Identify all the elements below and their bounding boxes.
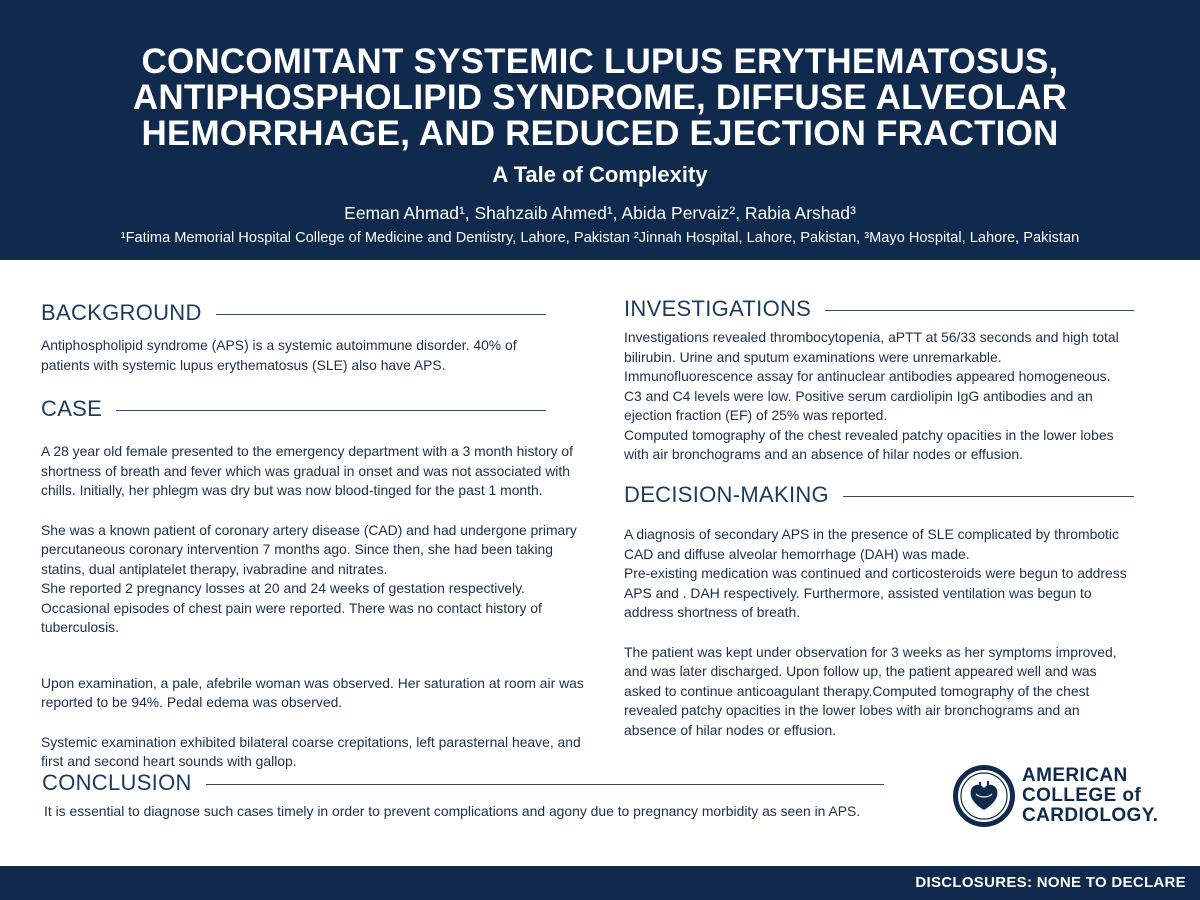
text-line: absence of hilar nodes or effusion.	[624, 721, 837, 738]
investigations-heading	[624, 296, 1134, 322]
title-line: HEMORRHAGE, AND REDUCED EJECTION FRACTION	[141, 114, 1059, 153]
text-line: chills. Initially, her phlegm was dry but was now blood-tinged for the past 1 month.	[41, 482, 543, 498]
text-line: Upon examination, a pale, afebrile woman was observed. Her saturation at room air was	[41, 674, 584, 691]
heading-rule	[206, 784, 884, 785]
background-section	[41, 300, 546, 375]
text-line: Investigations revealed thrombocytopenia, aPTT at 56/33 seconds and high total	[624, 329, 1119, 345]
case-paragraph	[41, 442, 606, 501]
text-line: She was a known patient of coronary artery disease (CAD) and had undergone primary	[41, 521, 577, 538]
text-line: Computed tomography of the chest revealed patchy opacities in the lower lobes	[624, 426, 1114, 443]
heading-rule	[843, 496, 1134, 497]
disclosures-text: DISCLOSURES: NONE TO DECLARE	[915, 874, 1186, 891]
poster-subtitle: A Tale of Complexity	[492, 162, 708, 187]
text-line: She reported 2 pregnancy losses at 20 and 24 weeks of gestation respectively.	[41, 580, 525, 596]
authors-line: Eeman Ahmad¹, Shahzaib Ahmed¹, Abida Pervaiz², Rabia Arshad³	[344, 203, 856, 223]
text-line: C3 and C4 levels were low. Positive serum cardiolipin IgG antibodies and an	[624, 387, 1093, 404]
poster-header	[0, 0, 1200, 260]
decision-paragraph	[624, 525, 1164, 623]
text-line: Pre-existing medication was continued and corticosteroids were begun to address	[624, 565, 1127, 581]
text-line: CAD and diffuse alveolar hemorrhage (DAH) was made.	[624, 545, 970, 562]
text-line: address shortness of breath.	[624, 604, 801, 620]
poster-title	[20, 44, 1180, 152]
background-heading	[41, 300, 546, 326]
section-heading-label: DECISION-MAKING	[624, 482, 829, 507]
text-line: APS and . DAH respectively. Furthermore, assisted ventilation was begun to	[624, 584, 1092, 601]
heading-rule	[825, 310, 1134, 311]
text-line: shortness of breath and fever which was gradual in onset and was not associated with	[41, 462, 570, 479]
case-paragraph	[41, 521, 606, 638]
section-heading-label: BACKGROUND	[41, 300, 202, 325]
text-line: A 28 year old female presented to the emergency department with a 3 month history of	[41, 443, 574, 459]
decision-body	[624, 525, 1164, 740]
case-paragraph	[41, 733, 606, 772]
case-body	[41, 442, 606, 772]
text-line: Systemic examination exhibited bilateral coarse crepitations, left parasternal heave, and	[41, 733, 581, 750]
text-line: Antiphospholipid syndrome (APS) is a systemic autoimmune disorder. 40% of	[41, 337, 517, 353]
text-line: reported to be 94%. Pedal edema was observed.	[41, 694, 343, 710]
acc-logo	[952, 764, 1192, 830]
acc-seal-icon	[952, 764, 1016, 828]
section-heading-label: CONCLUSION	[42, 770, 192, 795]
text-line: tuberculosis.	[41, 619, 119, 635]
text-line: The patient was kept under observation for 3 weeks as her symptoms improved,	[624, 643, 1117, 660]
conclusion-heading	[42, 770, 884, 796]
text-line: patients with systemic lupus erythematosus (SLE) also have APS.	[41, 356, 446, 373]
text-line: statins, dual antiplatelet therapy, ivabradine and nitrates.	[41, 560, 388, 577]
poster-footer	[0, 866, 1200, 900]
text-line: bilirubin. Urine and sputum examinations were unremarkable.	[624, 348, 1002, 365]
logo-line: CARDIOLOGY.	[1022, 805, 1159, 826]
text-line: Immunofluorescence assay for antinuclear antibodies appeared homogeneous.	[624, 368, 1111, 384]
text-line: and was later discharged. Upon follow up, the patient appeared well and was	[624, 663, 1097, 679]
text-line: percutaneous coronary intervention 7 months ago. Since then, she had been taking	[41, 541, 553, 557]
title-line: CONCOMITANT SYSTEMIC LUPUS ERYTHEMATOSUS,	[141, 42, 1059, 81]
decision-section	[624, 482, 1164, 740]
text-line: Occasional episodes of chest pain were reported. There was no contact history of	[41, 599, 542, 616]
text-line: first and second heart sounds with gallop.	[41, 753, 297, 769]
decision-heading	[624, 482, 1134, 508]
heading-rule	[216, 314, 546, 315]
logo-line: AMERICAN	[1022, 765, 1128, 786]
conclusion-section	[42, 770, 922, 822]
affiliations-line: ¹Fatima Memorial Hospital College of Medicine and Dentistry, Lahore, Pakistan ²Jinnah Hospital, Lahore, Pakistan, ³Mayo Hospital, Lahore, Pakistan	[120, 230, 1080, 246]
case-paragraph	[41, 674, 606, 713]
section-heading-label: INVESTIGATIONS	[624, 296, 812, 321]
decision-paragraph	[624, 643, 1164, 741]
case-heading	[41, 396, 546, 422]
logo-line: COLLEGE of	[1022, 785, 1142, 806]
text-line: with air bronchograms and an absence of hilar nodes or effusion.	[624, 446, 1023, 462]
text-line: ejection fraction (EF) of 25% was reported.	[624, 407, 888, 423]
investigations-body	[624, 328, 1149, 465]
investigations-section	[624, 296, 1149, 465]
text-line: A diagnosis of secondary APS in the presence of SLE complicated by thrombotic	[624, 526, 1119, 542]
title-line: ANTIPHOSPHOLIPID SYNDROME, DIFFUSE ALVEOLAR	[132, 78, 1068, 117]
conclusion-body: It is essential to diagnose such cases timely in order to prevent complications and agony due to pregnancy morbidity as seen in APS.	[44, 803, 861, 819]
text-line: asked to continue anticoagulant therapy.Computed tomography of the chest	[624, 682, 1090, 699]
text-line: revealed patchy opacities in the lower lobes with air bronchograms and an	[624, 702, 1080, 718]
background-body	[41, 336, 546, 375]
case-section	[41, 396, 606, 772]
acc-logo-wordmark	[1022, 766, 1192, 826]
heading-rule	[116, 410, 546, 411]
section-heading-label: CASE	[41, 396, 103, 421]
